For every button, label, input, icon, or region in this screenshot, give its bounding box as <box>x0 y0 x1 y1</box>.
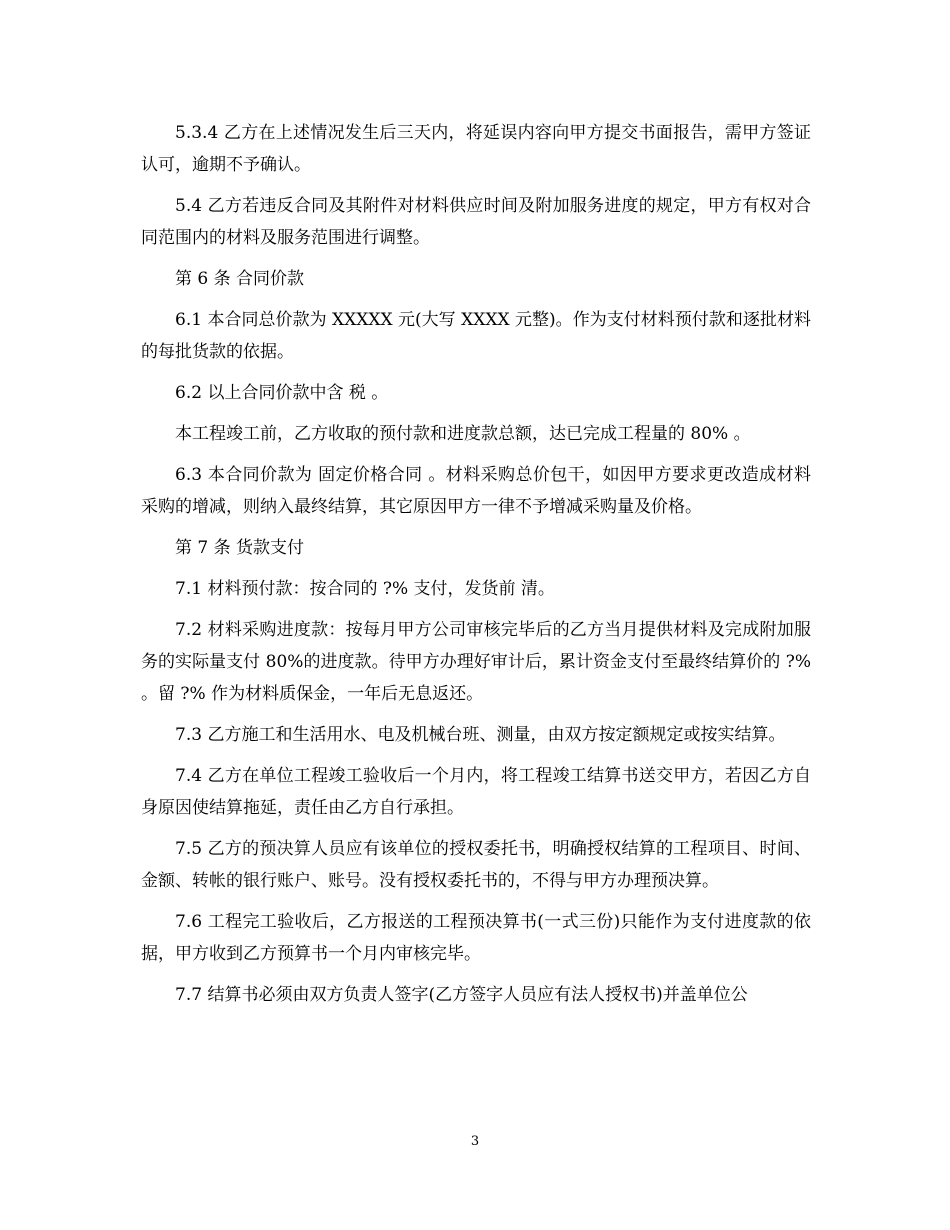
clause-6-1: 6.1 本合同总价款为 XXXXX 元(大写 XXXX 元整)。作为支付材料预付款和逐批材料的每批货款的依据。 <box>141 310 811 362</box>
clause-7-1: 7.1 材料预付款：按合同的 ?% 支付，发货前 清。 <box>175 579 555 599</box>
clause-7-2: 7.2 材料采购进度款：按每月甲方公司审核完毕后的乙方当月提供材料及完成附加服务的实际量支付 80%的进度款。待甲方办理好审计后，累计资金支付至最终结算价的 ?% 。留 ?% 作为材料质保金，一年后无息返还。 <box>141 620 817 704</box>
clause-7-3: 7.3 乙方施工和生活用水、电及机械台班、测量，由双方按定额规定或按实结算。 <box>175 725 786 745</box>
clause-7-6: 7.6 工程完工验收后，乙方报送的工程预决算书(一式三份)只能作为支付进度款的依据，甲方收到乙方预算书一个月内审核完毕。 <box>141 912 811 964</box>
clause-7-4: 7.4 乙方在单位工程竣工验收后一个月内，将工程竣工结算书送交甲方，若因乙方自身原因使结算拖延，责任由乙方自行承担。 <box>141 766 811 818</box>
clause-5-4: 5.4 乙方若违反合同及其附件对材料供应时间及附加服务进度的规定，甲方有权对合同范围内的材料及服务范围进行调整。 <box>141 196 811 248</box>
clause-6-2-note: 本工程竣工前，乙方收取的预付款和进度款总额，达已完成工程量的 80% 。 <box>175 424 751 444</box>
clause-6-2: 6.2 以上合同价款中含 税 。 <box>175 383 389 403</box>
clause-6-3: 6.3 本合同价款为 固定价格合同 。材料采购总价包干，如因甲方要求更改造成材料采购的增减，则纳入最终结算，其它原因甲方一律不予增减采购量及价格。 <box>141 465 811 517</box>
article-7-heading: 第 7 条 货款支付 <box>175 538 305 558</box>
page-number: 3 <box>470 1134 480 1149</box>
article-6-heading: 第 6 条 合同价款 <box>175 269 305 289</box>
clause-5-3-4: 5.3.4 乙方在上述情况发生后三天内，将延误内容向甲方提交书面报告，需甲方签证认可，逾期不予确认。 <box>141 123 811 175</box>
clause-7-5: 7.5 乙方的预决算人员应有该单位的授权委托书，明确授权结算的工程项目、时间、金额、转帐的银行账户、账号。没有授权委托书的，不得与甲方办理预决算。 <box>141 839 811 891</box>
clause-7-7: 7.7 结算书必须由双方负责人签字(乙方签字人员应有法人授权书)并盖单位公 <box>175 985 748 1005</box>
document-body <box>141 117 817 1020</box>
